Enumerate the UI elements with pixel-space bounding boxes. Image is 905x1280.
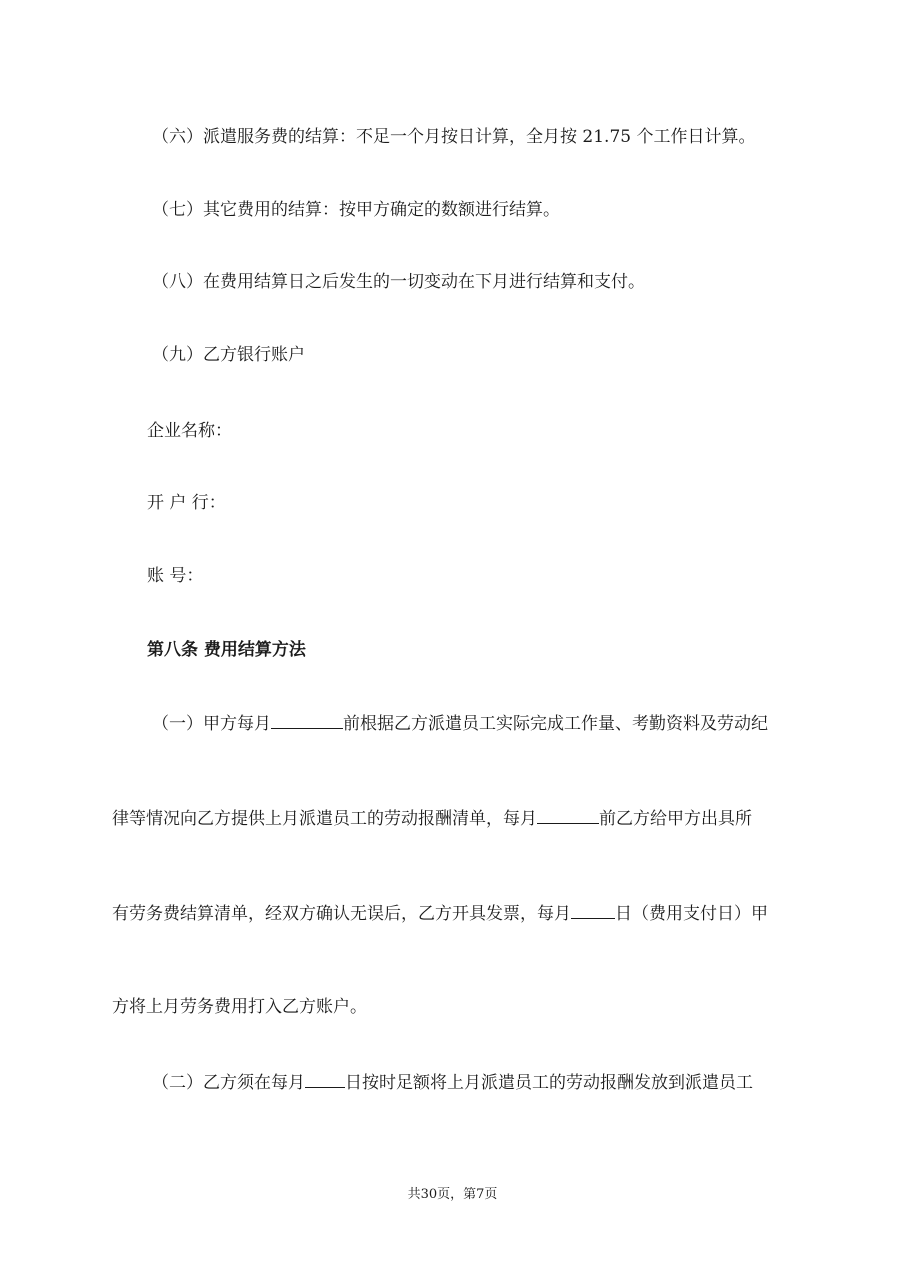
- blank-line: [537, 806, 599, 824]
- paragraph-text: 律等情况向乙方提供上月派遣员工的劳动报酬清单，每月: [112, 809, 537, 829]
- bank-label: 开 户 行：: [147, 493, 226, 513]
- paragraph-1-line-4: 方将上月劳务费用打入乙方账户。: [112, 997, 367, 1017]
- paragraph-1-line-1: [152, 711, 768, 735]
- paragraph-text: 日按时足额将上月派遣员工的劳动报酬发放到派遣员工: [345, 1073, 753, 1093]
- blank-line: [271, 711, 343, 729]
- clause-7-other-fees: （七）其它费用的结算：按甲方确定的数额进行结算。: [152, 200, 560, 220]
- paragraph-text: 日（费用支付日）甲: [615, 904, 768, 924]
- blank-line: [305, 1070, 345, 1088]
- clause-6-settlement: （六）派遣服务费的结算：不足一个月按日计算，全月按 21.75 个工作日计算。: [152, 127, 756, 147]
- paragraph-1-line-3: [112, 901, 768, 925]
- paragraph-1-line-2: [112, 806, 752, 830]
- company-name-label: 企业名称：: [147, 421, 232, 441]
- paragraph-text: 前根据乙方派遣员工实际完成工作量、考勤资料及劳动纪: [343, 714, 768, 734]
- paragraph-text: 前乙方给甲方出具所: [599, 809, 752, 829]
- account-number-label: 账 号：: [147, 566, 204, 586]
- clause-9-bank-account: （九）乙方银行账户: [152, 345, 305, 365]
- paragraph-text: （二）乙方须在每月: [152, 1073, 305, 1093]
- paragraph-2-line-1: [152, 1070, 753, 1094]
- paragraph-text: 有劳务费结算清单，经双方确认无误后，乙方开具发票，每月: [112, 904, 571, 924]
- blank-line: [571, 901, 615, 919]
- page-footer: 共30页，第7页: [407, 1187, 498, 1202]
- clause-8-changes: （八）在费用结算日之后发生的一切变动在下月进行结算和支付。: [152, 272, 645, 292]
- article-8-heading: 第八条 费用结算方法: [147, 640, 306, 660]
- paragraph-text: （一）甲方每月: [152, 714, 271, 734]
